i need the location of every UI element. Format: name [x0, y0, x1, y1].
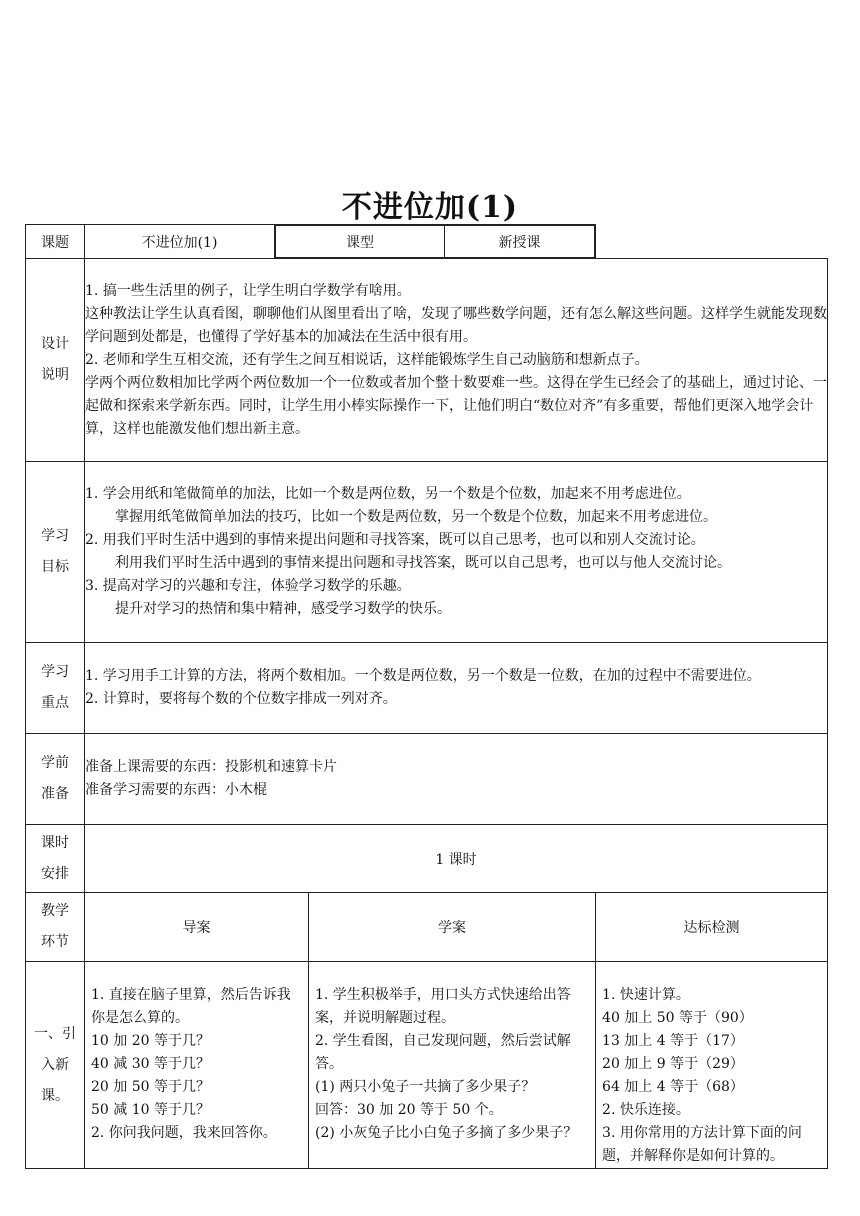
stages-header-row	[26, 893, 828, 962]
type-value: 新授课	[445, 226, 595, 258]
intro-study: 1. 学生积极举手，用口头方式快速给出答案，并说明解题过程。 2. 学生看图，自己发现问题，然后尝试解答。 (1) 两只小兔子一共摘了多少果子？ 回答：30 加 20 等于 50 个。 (2) 小灰兔子比小白兔子多摘了多少果子？	[309, 962, 596, 1169]
schedule-value: 1 课时	[85, 825, 828, 893]
intro-check: 1. 快速计算。 40 加上 50 等于（90） 13 加上 4 等于（17） 20 加上 9 等于（29） 64 加上 4 等于（68） 2. 快乐连接。 3. 用你常用的方法计算下面的问题，并解释你是如何计算的。	[596, 962, 828, 1169]
lesson-plan-table	[25, 224, 828, 1169]
page-title: 不进位加(1)	[341, 190, 519, 225]
intro-row	[26, 962, 828, 1169]
col-study-header: 学案	[309, 893, 596, 962]
key-points-content: 1. 学习用手工计算的方法，将两个数相加。一个数是两位数，另一个数是一位数，在加的过程中不需要进位。 2. 计算时，要将每个数的个位数字排成一列对齐。	[85, 643, 828, 734]
goals-row	[26, 462, 828, 643]
goals-content: 1. 学会用纸和笔做简单的加法，比如一个数是两位数，另一个数是个位数，加起来不用考虑进位。 掌握用纸笔做简单加法的技巧，比如一个数是两位数，另一个数是个位数，加起来不用考虑进位。 2. 用我们平时生活中遇到的事情来提出问题和寻找答案，既可以自己思考，也可以和别人交流讨论。 利用我们平时生活中遇到的事情来提出问题和寻找答案，既可以自己思考，也可以与他人交流讨论。 3. 提高对学习的兴趣和专注，体验学习数学的乐趣。 提升对学习的热情和集中精神，感受学习数学的快乐。	[85, 462, 828, 643]
course-label: 课题	[26, 225, 85, 259]
design-label: 设计 说明	[26, 259, 85, 462]
prep-row	[26, 734, 828, 825]
goals-label: 学习 目标	[26, 462, 85, 643]
design-row	[26, 259, 828, 462]
schedule-row	[26, 825, 828, 893]
col-check-header: 达标检测	[596, 893, 828, 962]
prep-label: 学前 准备	[26, 734, 85, 825]
schedule-label: 课时 安排	[26, 825, 85, 893]
type-label: 课型	[276, 226, 445, 258]
intro-label: 一、引 入新 课。	[26, 962, 85, 1169]
key-points-row	[26, 643, 828, 734]
design-content: 1. 搞一些生活里的例子，让学生明白学数学有啥用。 这种教法让学生认真看图，聊聊他们从图里看出了啥，发现了哪些数学问题，还有怎么解这些问题。这样学生就能发现数学问题到处都是，也懂得了学好基本的加减法在生活中很有用。 2. 老师和学生互相交流，还有学生之间互相说话，这样能锻炼学生自己动脑筋和想新点子。 学两个两位数相加比学两个两位数加一个一位数或者加个整十数要难一些。这得在学生已经会了的基础上，通过讨论、一起做和探索来学新东西。同时，让学生用小棒实际操作一下，让他们明白“数位对齐”有多重要，帮他们更深入地学会计算，这样也能激发他们想出新主意。	[85, 259, 828, 462]
header-row	[26, 225, 828, 259]
intro-guide: 1. 直接在脑子里算，然后告诉我你是怎么算的。 10 加 20 等于几？ 40 减 30 等于几？ 20 加 50 等于几？ 50 减 10 等于几？ 2. 你问我问题，我来回答你。	[85, 962, 309, 1169]
col-guide-header: 导案	[85, 893, 309, 962]
course-value: 不进位加(1)	[85, 225, 275, 259]
stages-label: 教学 环节	[26, 893, 85, 962]
prep-content: 准备上课需要的东西：投影机和速算卡片 准备学习需要的东西：小木棍	[85, 734, 828, 825]
key-points-label: 学习 重点	[26, 643, 85, 734]
